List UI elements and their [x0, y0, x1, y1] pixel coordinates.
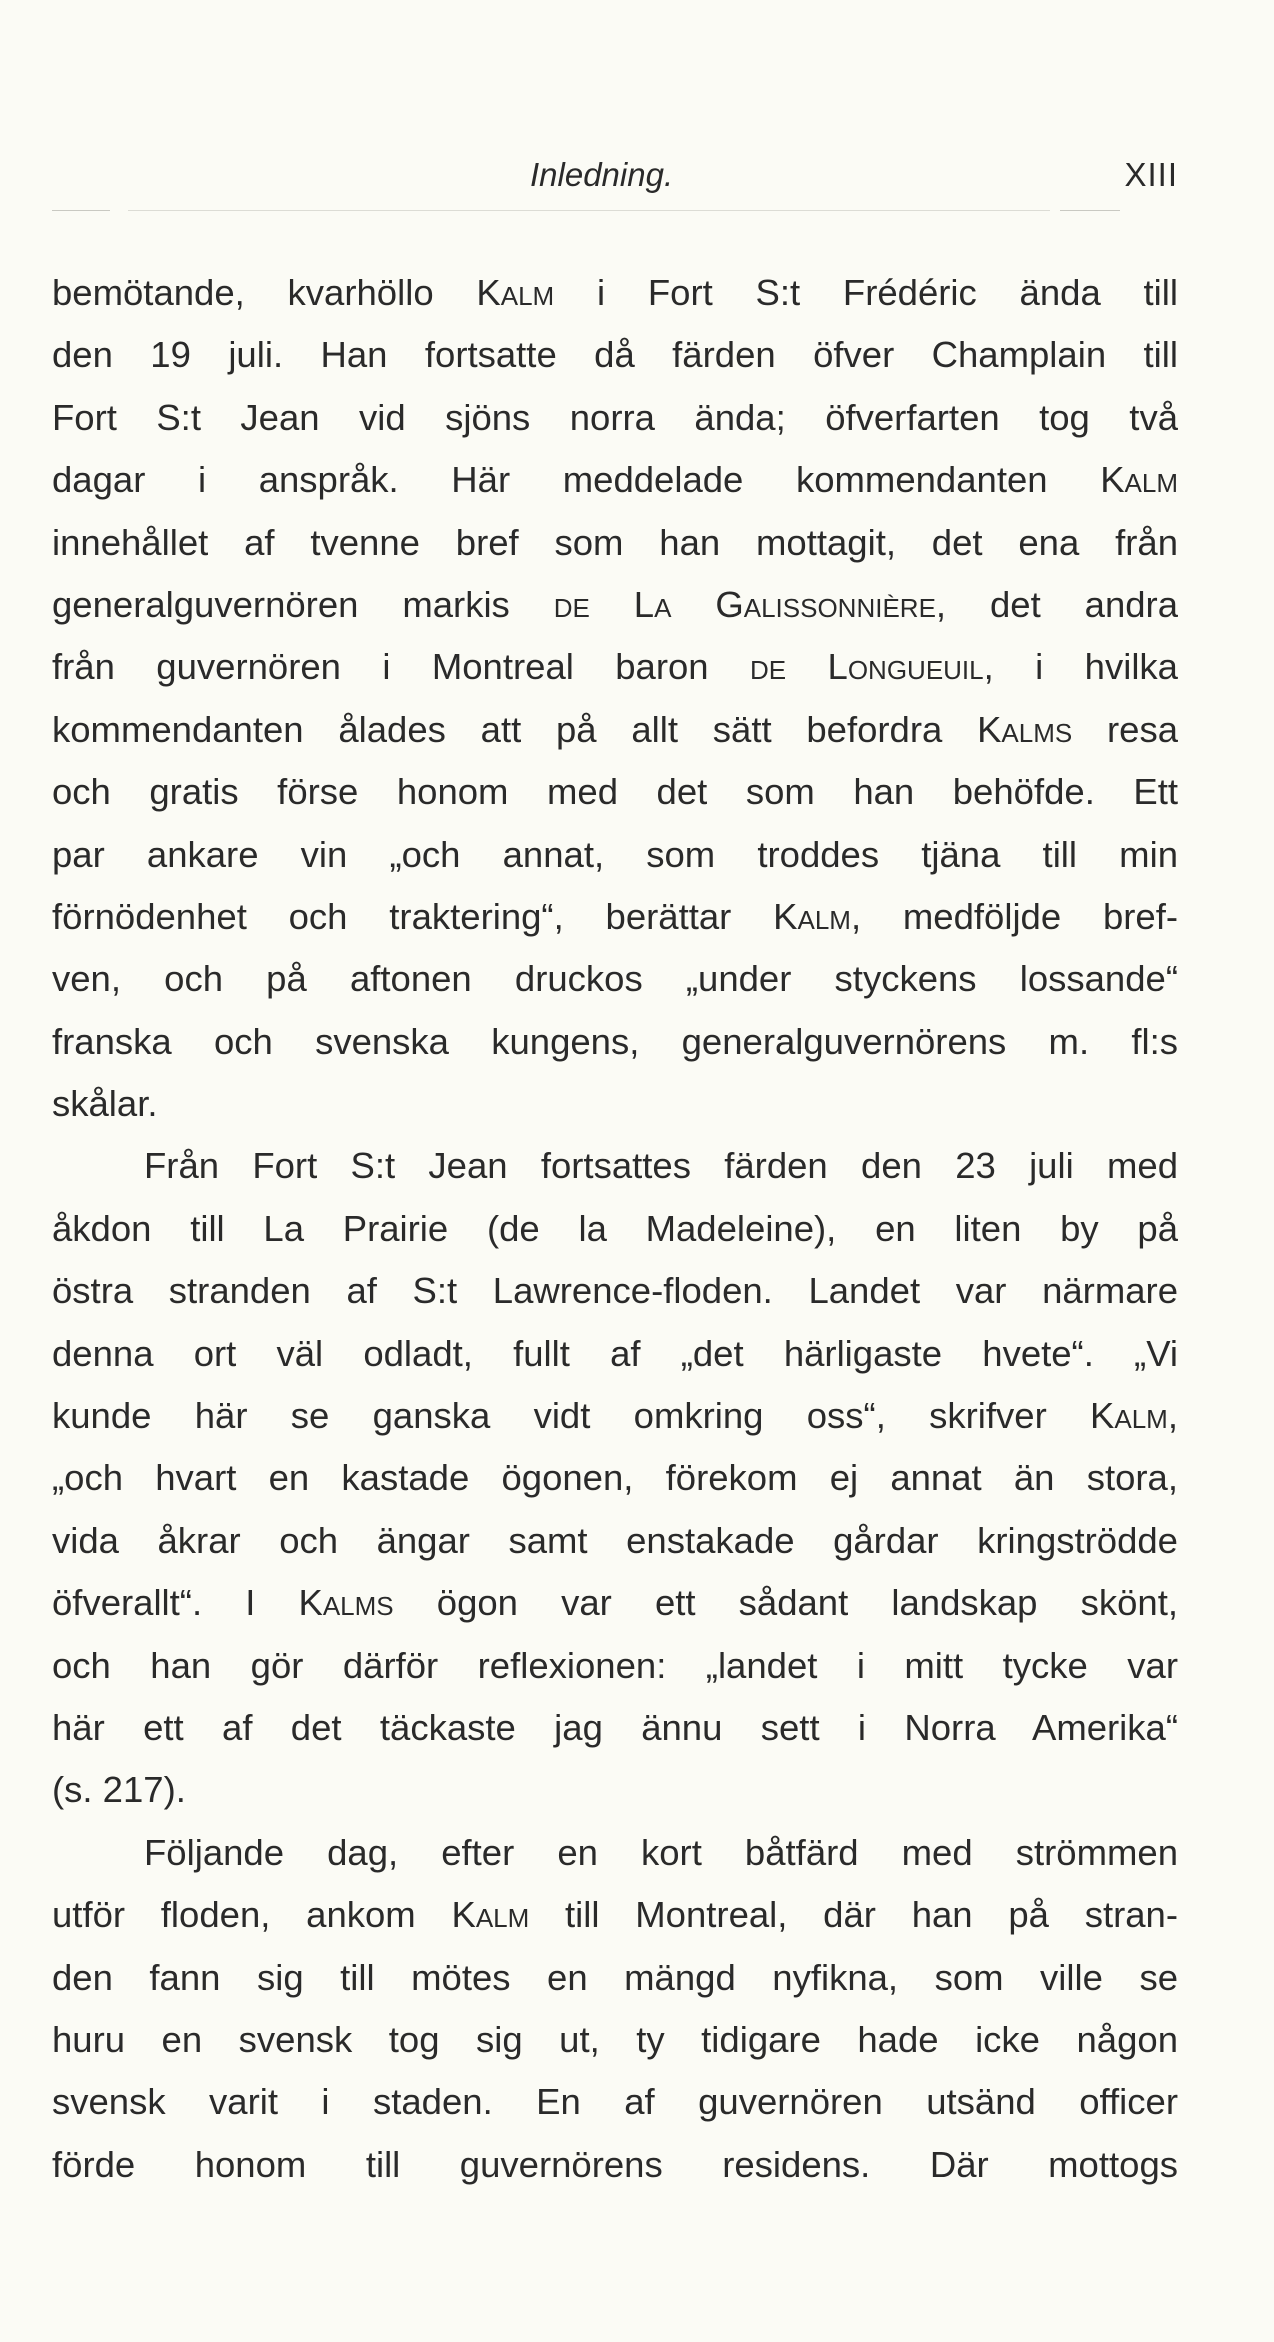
text-line: kommendanten ålades att på allt sätt befordra Kalms resa: [52, 708, 1178, 750]
person-name: de La Galissonnière: [553, 583, 936, 625]
text-line: och han gör därför reflexionen: „landet i mitt tycke var: [52, 1644, 1178, 1686]
person-name: Kalm: [1090, 1395, 1168, 1437]
text-line: här ett af det täckaste jag ännu sett i Norra Amerika“: [52, 1706, 1178, 1748]
header-rule-right: [1060, 210, 1120, 211]
text-line: och gratis förse honom med det som han behöfde. Ett: [52, 771, 1178, 813]
person-name: Kalm: [773, 895, 851, 937]
text-line: Från Fort S:t Jean fortsattes färden den 23 juli med: [144, 1145, 1178, 1187]
text-line: (s. 217).: [52, 1769, 186, 1811]
text-line: utför floden, ankom Kalm till Montreal, där han på stran-: [52, 1894, 1178, 1936]
text-line: huru en svensk tog sig ut, ty tidigare hade icke någon: [52, 2018, 1178, 2060]
text-line: kunde här se ganska vidt omkring oss“, skrifver Kalm,: [52, 1395, 1178, 1437]
text-line: bemötande, kvarhöllo Kalm i Fort S:t Frédéric ända till: [52, 272, 1178, 313]
text-line: par ankare vin „och annat, som troddes tjäna till min: [52, 833, 1178, 875]
text-line: den fann sig till mötes en mängd nyfikna, som ville se: [52, 1956, 1178, 1998]
text-line: den 19 juli. Han fortsatte då färden öfver Champlain till: [52, 334, 1178, 376]
person-name: Kalm: [451, 1894, 530, 1936]
page-header: [52, 150, 1178, 200]
person-name: Kalm: [476, 272, 555, 313]
person-name: Kalm: [1100, 459, 1178, 501]
text-line: öfverallt“. I Kalms ögon var ett sådant landskap skönt,: [52, 1582, 1178, 1624]
text-line: förnödenhet och traktering“, berättar Kalm, medföljde bref-: [52, 895, 1178, 937]
page-number: XIII: [1124, 156, 1178, 193]
text-line: östra stranden af S:t Lawrence-floden. Landet var närmare: [52, 1270, 1178, 1312]
header-rule-center: [128, 210, 1050, 211]
text-line: Följande dag, efter en kort båtfärd med strömmen: [144, 1831, 1178, 1873]
text-line: från guvernören i Montreal baron de Longueuil, i hvilka: [52, 646, 1178, 688]
text-line: innehållet af tvenne bref som han mottagit, det ena från: [52, 521, 1178, 563]
text-line: generalguvernören markis de La Galissonnière, det andra: [52, 583, 1178, 625]
text-line: dagar i anspråk. Här meddelade kommendanten Kalm: [52, 459, 1178, 501]
text-line: åkdon till La Prairie (de la Madeleine), en liten by på: [52, 1207, 1178, 1249]
text-line: Fort S:t Jean vid sjöns norra ända; öfverfarten tog två: [52, 396, 1178, 438]
text-line: denna ort väl odladt, fullt af „det härligaste hvete“. „Vi: [52, 1332, 1178, 1374]
text-line: franska och svenska kungens, generalguvernörens m. fl:s: [52, 1020, 1178, 1062]
text-line: skålar.: [52, 1083, 158, 1125]
text-line: „och hvart en kastade ögonen, förekom ej annat än stora,: [52, 1457, 1178, 1499]
text-line: ven, och på aftonen druckos „under styckens lossande“: [52, 958, 1178, 1000]
header-rule-left: [52, 210, 110, 211]
person-name: Kalms: [977, 708, 1073, 750]
text-line: förde honom till guvernörens residens. Där mottogs: [52, 2143, 1178, 2185]
person-name: de Longueuil: [750, 646, 984, 688]
running-title: Inledning.: [530, 156, 674, 193]
text-line: svensk varit i staden. En af guvernören utsänd officer: [52, 2081, 1178, 2123]
body-text: [52, 262, 1178, 2196]
text-line: vida åkrar och ängar samt enstakade gårdar kringströdde: [52, 1519, 1178, 1561]
person-name: Kalms: [298, 1582, 394, 1624]
